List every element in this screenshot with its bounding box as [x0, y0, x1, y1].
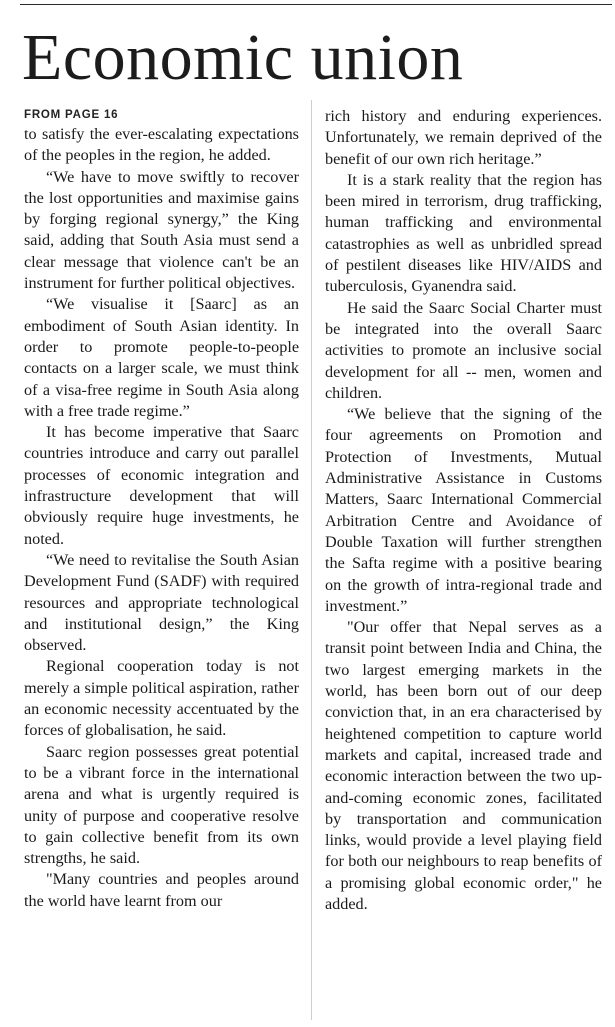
column-divider — [311, 100, 312, 1020]
paragraph: He said the Saarc Social Charter must be integrated into the overall Saarc activities to promote an inclusive social development for all -- men, women and children. — [325, 298, 602, 402]
paragraph: It is a stark reality that the region has been mired in terrorism, drug trafficking, human trafficking and environmental catastrophies as well as unbridled spread of pestilent diseases like HIV/AIDS and tuberculosis, Gyanendra said. — [325, 170, 602, 296]
paragraph: “We visualise it [Saarc] as an embodiment of South Asian identity. In order to promote people-to-people contacts on a larger scale, we must think of a visa-free regime in South Asia along with a free trade regime.” — [24, 295, 299, 420]
article-column-right — [325, 106, 602, 915]
paragraph: Saarc region possesses great potential to be a vibrant force in the international arena and what is urgently required is unity of purpose and cooperative resolve to gain collective benefit from its own strengths, he said. — [24, 742, 299, 868]
paragraph: to satisfy the ever-escalating expectations of the peoples in the region, he added. — [24, 125, 299, 165]
paragraph: It has become imperative that Saarc countries introduce and carry out parallel processes of economic integration and infrastructure development that will obviously require huge investments, he noted. — [24, 423, 299, 548]
paragraph: “We have to move swiftly to recover the lost opportunities and maximise gains by forging regional synergy,” the King said, adding that South Asia must send a clear message that violence can't be an instrument for further political objectives. — [24, 167, 299, 293]
headline: Economic union — [22, 21, 464, 94]
paragraph: rich history and enduring experiences. Unfortunately, we remain deprived of the benefit of our own rich heritage.” — [325, 107, 602, 168]
paragraph: Regional cooperation today is not merely a simple political aspiration, rather an economic necessity accentuated by the forces of globalisation, he said. — [24, 657, 299, 740]
article-column-left — [24, 106, 299, 912]
paragraph: “We believe that the signing of the four agreements on Promotion and Protection of Investments, Mutual Administrative Assistance in Customs Matters, Saarc International Commercial Arbitration Centre and Avoidance of Double Taxation will further strengthen the Safta regime with a positive bearing on the growth of intra-regional trade and investment.” — [325, 405, 602, 615]
top-rule — [20, 4, 612, 5]
kicker: FROM PAGE 16 — [24, 109, 119, 121]
paragraph: “We need to revitalise the South Asian Development Fund (SADF) with required resources and appropriate technological and institutional design,” the King observed. — [24, 550, 299, 655]
paragraph: "Many countries and peoples around the world have learnt from our — [24, 870, 299, 910]
paragraph: "Our offer that Nepal serves as a transit point between India and China, the two largest emerging markets in the world, has been born out of our deep conviction that, in an era characterised by heightened competition to capture world markets and capital, increased trade and economic interaction between the two up-and-coming economic zones, facilitated by transportation and communication links, would provide a level playing field for both our neighbours to reap benefits of a promising global economic order," he added. — [325, 618, 602, 913]
